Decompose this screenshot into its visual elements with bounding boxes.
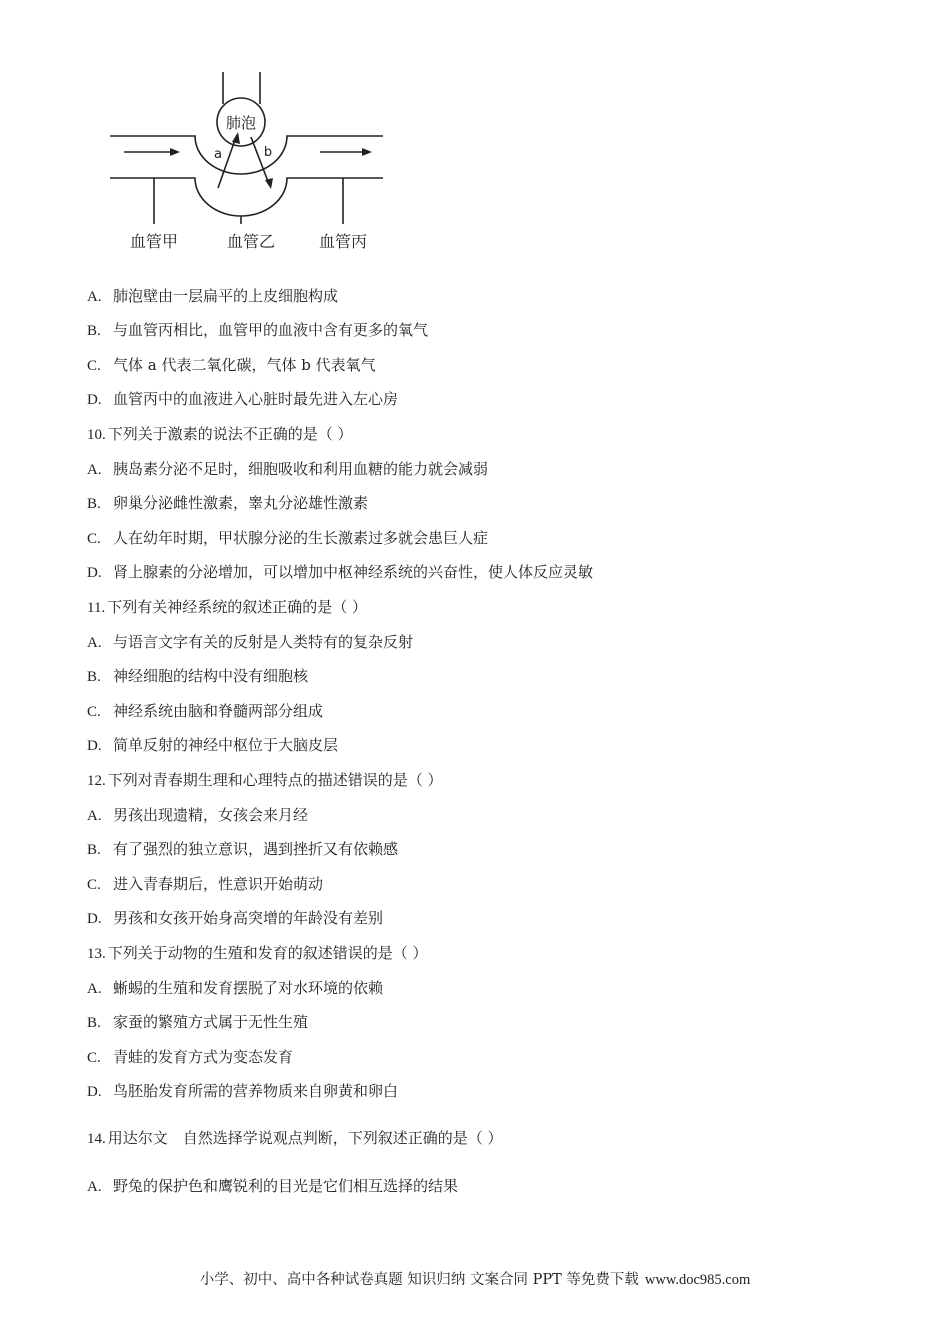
vessel-yi-label: 血管乙	[226, 232, 276, 251]
q9-option-d: D. 血管丙中的血液进入心脏时最先进入左心房	[87, 390, 399, 408]
q11-option-b: B. 神经细胞的结构中没有细胞核	[87, 667, 309, 685]
gas-b-label: b	[263, 145, 273, 160]
q12-stem: 12. 下列对青春期生理和心理特点的描述错误的是（ ）	[87, 771, 443, 789]
capillary-upper-wall	[110, 136, 383, 174]
q13-option-d: D. 鸟胚胎发育所需的营养物质来自卵黄和卵白	[87, 1082, 399, 1100]
gas-a-arrow	[218, 137, 236, 188]
q13-stem: 13. 下列关于动物的生殖和发育的叙述错误的是（ ）	[87, 944, 428, 962]
footer-text: 小学、初中、高中各种试卷真题 知识归纳 文案合同 PPT 等免费下载	[199, 1272, 639, 1288]
gas-a-label: a	[214, 147, 222, 162]
q11-option-c: C. 神经系统由脑和脊髓两部分组成	[87, 702, 324, 720]
q11-option-d: D. 简单反射的神经中枢位于大脑皮层	[87, 736, 339, 754]
vessel-jia-label: 血管甲	[129, 232, 179, 251]
q11-option-a: A. 与语言文字有关的反射是人类特有的复杂反射	[87, 633, 414, 651]
q12-option-a: A. 男孩出现遗精，女孩会来月经	[87, 806, 309, 824]
q10-stem: 10. 下列关于激素的说法不正确的是（ ）	[87, 425, 353, 443]
q10-option-b: B. 卵巢分泌雌性激素，睾丸分泌雄性激素	[87, 494, 369, 512]
capillary-lower-wall	[110, 178, 383, 216]
page-footer	[0, 1270, 950, 1290]
q9-option-a: A. 肺泡壁由一层扁平的上皮细胞构成	[87, 287, 339, 305]
q12-option-b: B. 有了强烈的独立意识，遇到挫折又有依赖感	[87, 840, 399, 858]
footer-url[interactable]: www.doc985.com	[644, 1272, 751, 1288]
alveolus-gas-exchange-diagram	[108, 70, 398, 260]
vessel-bing-label: 血管丙	[318, 232, 368, 251]
q11-stem: 11. 下列有关神经系统的叙述正确的是（ ）	[87, 598, 367, 616]
q12-option-c: C. 进入青春期后，性意识开始萌动	[87, 875, 324, 893]
gas-b-arrowhead	[265, 178, 273, 189]
q13-option-a: A. 蜥蜴的生殖和发育摆脱了对水环境的依赖	[87, 979, 384, 997]
q14-stem: 14. 用达尔文 自然选择学说观点判断，下列叙述正确的是（ ）	[87, 1129, 503, 1147]
q14-option-a: A. 野兔的保护色和鹰锐利的目光是它们相互选择的结果	[87, 1177, 459, 1195]
q10-option-a: A. 胰岛素分泌不足时，细胞吸收和利用血糖的能力就会减弱	[87, 460, 489, 478]
q9-option-c: C. 气体 a 代表二氧化碳，气体 b 代表氧气	[87, 356, 376, 374]
q12-option-d: D. 男孩和女孩开始身高突增的年龄没有差别	[87, 909, 384, 927]
flow-arrowhead-right	[362, 148, 372, 156]
q9-option-b: B. 与血管丙相比，血管甲的血液中含有更多的氧气	[87, 321, 429, 339]
q10-option-c: C. 人在幼年时期，甲状腺分泌的生长激素过多就会患巨人症	[87, 529, 489, 547]
gas-a-arrowhead	[232, 132, 240, 144]
q10-option-d: D. 肾上腺素的分泌增加，可以增加中枢神经系统的兴奋性，使人体反应灵敏	[87, 563, 594, 581]
flow-arrowhead-left	[170, 148, 180, 156]
alveolus-label: 肺泡	[225, 114, 257, 132]
q13-option-b: B. 家蚕的繁殖方式属于无性生殖	[87, 1013, 309, 1031]
q13-option-c: C. 青蛙的发育方式为变态发育	[87, 1048, 294, 1066]
